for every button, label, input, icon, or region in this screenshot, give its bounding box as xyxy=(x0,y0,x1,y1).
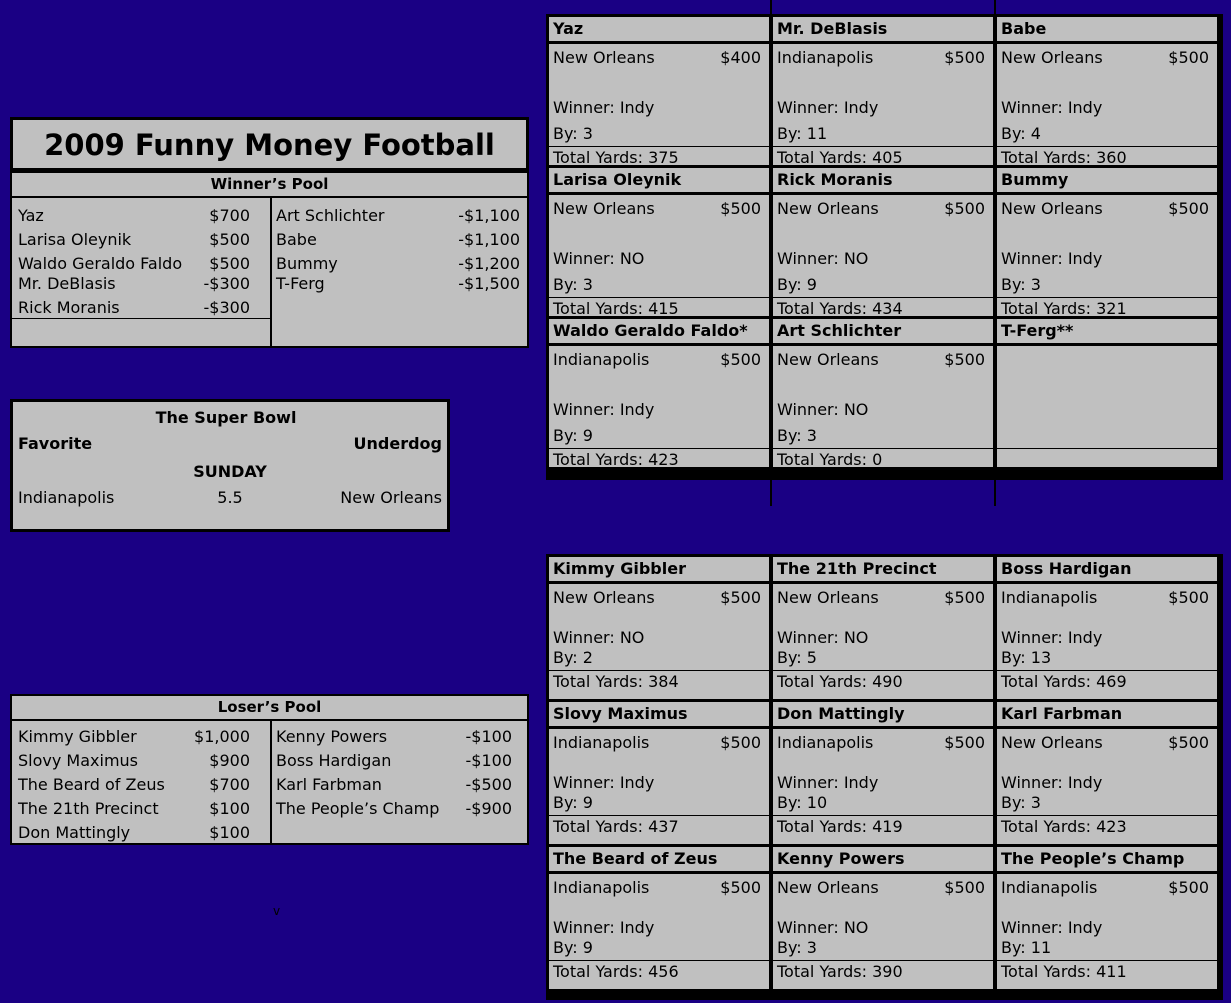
losers-pool-body xyxy=(10,721,529,845)
pick-amount: $500 xyxy=(944,878,985,897)
pick-margin: By: 4 xyxy=(1001,124,1041,143)
pick-team: Indianapolis xyxy=(777,48,874,67)
pick-margin: By: 9 xyxy=(553,793,593,812)
pick-winner: Winner: Indy xyxy=(777,773,879,792)
pick-margin: By: 3 xyxy=(777,938,817,957)
pool-row: Boss Hardigan xyxy=(276,751,392,770)
card-rule xyxy=(549,297,769,298)
pick-margin: By: 9 xyxy=(553,938,593,957)
favorite-team: Indianapolis xyxy=(18,488,115,507)
pick-winner: Winner: NO xyxy=(777,628,869,647)
card-rule xyxy=(997,146,1217,147)
pool-divider xyxy=(270,198,272,346)
pick-card-name: Mr. DeBlasis xyxy=(773,17,993,41)
grid-tick xyxy=(994,480,996,506)
game-day: SUNDAY xyxy=(193,462,267,481)
pick-total-yards: Total Yards: 423 xyxy=(1001,817,1127,836)
card-rule xyxy=(773,297,993,298)
pick-winner: Winner: Indy xyxy=(1001,98,1103,117)
pick-amount: $500 xyxy=(944,48,985,67)
pool-row: T-Ferg xyxy=(276,274,325,293)
pick-card xyxy=(549,346,769,467)
pick-team: Indianapolis xyxy=(1001,588,1098,607)
pick-margin: By: 9 xyxy=(553,426,593,445)
pick-team: New Orleans xyxy=(777,350,879,369)
pool-row: Slovy Maximus xyxy=(18,751,138,770)
card-rule xyxy=(997,960,1217,961)
pool-amount: $700 xyxy=(209,206,250,225)
pick-card xyxy=(997,874,1217,989)
pool-row: The People’s Champ xyxy=(276,799,440,818)
pool-amount: -$1,100 xyxy=(458,230,520,249)
page-title-box xyxy=(10,117,529,171)
pick-card-name: Karl Farbman xyxy=(997,702,1217,726)
pick-winner: Winner: Indy xyxy=(553,918,655,937)
pool-row: Art Schlichter xyxy=(276,206,385,225)
pick-team: New Orleans xyxy=(1001,199,1103,218)
card-rule xyxy=(773,146,993,147)
pool-row: Bummy xyxy=(276,254,338,273)
pick-total-yards: Total Yards: 490 xyxy=(777,672,903,691)
pick-team: Indianapolis xyxy=(1001,878,1098,897)
pick-card xyxy=(997,346,1217,467)
pick-team: Indianapolis xyxy=(553,733,650,752)
losers-picks-grid xyxy=(546,554,1223,1000)
pick-winner: Winner: NO xyxy=(553,249,645,268)
pool-amount: $900 xyxy=(209,751,250,770)
pool-amount: $500 xyxy=(209,230,250,249)
pick-team: Indianapolis xyxy=(553,350,650,369)
pick-card-name: Larisa Oleynik xyxy=(549,168,769,192)
pick-amount: $500 xyxy=(720,350,761,369)
pick-margin: By: 10 xyxy=(777,793,828,812)
card-rule xyxy=(997,670,1217,671)
pick-total-yards: Total Yards: 437 xyxy=(553,817,679,836)
pool-divider xyxy=(270,721,272,843)
pick-total-yards: Total Yards: 360 xyxy=(1001,148,1127,167)
pick-margin: By: 3 xyxy=(777,426,817,445)
pick-margin: By: 9 xyxy=(777,275,817,294)
pick-card-name: Boss Hardigan xyxy=(997,557,1217,581)
pick-margin: By: 3 xyxy=(553,275,593,294)
card-rule xyxy=(773,960,993,961)
pool-amount: -$300 xyxy=(203,274,250,293)
pick-winner: Winner: Indy xyxy=(1001,628,1103,647)
pool-row: Mr. DeBlasis xyxy=(18,274,116,293)
pick-card-name: The People’s Champ xyxy=(997,847,1217,871)
pick-total-yards: Total Yards: 419 xyxy=(777,817,903,836)
pool-amount: -$500 xyxy=(465,775,512,794)
pick-team: New Orleans xyxy=(553,588,655,607)
pool-row: Waldo Geraldo Faldo xyxy=(18,254,183,273)
card-rule xyxy=(549,670,769,671)
pick-amount: $500 xyxy=(1168,588,1209,607)
pick-margin: By: 5 xyxy=(777,648,817,667)
pick-winner: Winner: Indy xyxy=(553,773,655,792)
pick-card-name: Waldo Geraldo Faldo* xyxy=(549,319,769,343)
pick-total-yards: Total Yards: 415 xyxy=(553,299,679,318)
pick-winner: Winner: Indy xyxy=(553,400,655,419)
pick-card xyxy=(773,346,993,467)
point-spread: 5.5 xyxy=(217,488,243,507)
pool-row: The 21th Precinct xyxy=(18,799,159,818)
pick-total-yards: Total Yards: 456 xyxy=(553,962,679,981)
pick-card-name: Kimmy Gibbler xyxy=(549,557,769,581)
pick-card-name: T-Ferg** xyxy=(997,319,1217,343)
pick-amount: $500 xyxy=(1168,48,1209,67)
pool-row: Kimmy Gibbler xyxy=(18,727,137,746)
pick-card-name: The 21th Precinct xyxy=(773,557,993,581)
pool-amount: $500 xyxy=(209,254,250,273)
card-rule xyxy=(773,815,993,816)
pick-winner: Winner: NO xyxy=(777,400,869,419)
card-rule xyxy=(997,448,1217,449)
pick-team: New Orleans xyxy=(1001,48,1103,67)
pick-card xyxy=(549,44,769,165)
pick-team: New Orleans xyxy=(553,199,655,218)
pool-amount: -$900 xyxy=(465,799,512,818)
pick-team: New Orleans xyxy=(1001,733,1103,752)
pick-card xyxy=(773,584,993,699)
pick-card xyxy=(997,729,1217,844)
pool-amount: -$1,200 xyxy=(458,254,520,273)
pick-amount: $500 xyxy=(944,588,985,607)
pick-amount: $500 xyxy=(720,199,761,218)
pick-card xyxy=(997,44,1217,165)
pick-winner: Winner: Indy xyxy=(1001,773,1103,792)
pool-row: Karl Farbman xyxy=(276,775,382,794)
stray-mark: v xyxy=(273,904,281,918)
pool-row: Larisa Oleynik xyxy=(18,230,132,249)
pick-margin: By: 3 xyxy=(1001,793,1041,812)
pick-amount: $500 xyxy=(720,878,761,897)
pick-total-yards: Total Yards: 390 xyxy=(777,962,903,981)
card-rule xyxy=(549,960,769,961)
losers-pool-header: Loser’s Pool xyxy=(10,694,529,721)
pick-margin: By: 11 xyxy=(1001,938,1052,957)
pick-amount: $500 xyxy=(944,350,985,369)
pick-card xyxy=(773,195,993,316)
pick-total-yards: Total Yards: 321 xyxy=(1001,299,1127,318)
favorite-label: Favorite xyxy=(18,434,93,453)
pick-amount: $500 xyxy=(944,733,985,752)
pick-total-yards: Total Yards: 411 xyxy=(1001,962,1127,981)
super-bowl-header: The Super Bowl xyxy=(155,408,297,427)
pick-winner: Winner: Indy xyxy=(1001,918,1103,937)
pick-winner: Winner: Indy xyxy=(1001,249,1103,268)
underdog-label: Underdog xyxy=(353,434,442,453)
pick-team: New Orleans xyxy=(777,199,879,218)
pick-team: New Orleans xyxy=(553,48,655,67)
pick-margin: By: 13 xyxy=(1001,648,1052,667)
pick-card-name: Art Schlichter xyxy=(773,319,993,343)
pool-amount: $100 xyxy=(209,823,250,842)
pick-total-yards: Total Yards: 0 xyxy=(777,450,883,469)
winners-picks-grid xyxy=(546,14,1223,480)
pool-rule xyxy=(12,318,270,319)
pick-card-name: Yaz xyxy=(549,17,769,41)
page-title: 2009 Funny Money Football xyxy=(44,128,495,162)
pool-amount: $1,000 xyxy=(194,727,250,746)
pick-team: New Orleans xyxy=(777,878,879,897)
pick-card-name: Rick Moranis xyxy=(773,168,993,192)
pick-winner: Winner: NO xyxy=(553,628,645,647)
pick-amount: $500 xyxy=(720,588,761,607)
pick-card xyxy=(549,874,769,989)
grid-tick xyxy=(770,480,772,506)
underdog-team: New Orleans xyxy=(340,488,442,507)
pick-team: Indianapolis xyxy=(777,733,874,752)
pool-amount: -$1,100 xyxy=(458,206,520,225)
pick-card-name: The Beard of Zeus xyxy=(549,847,769,871)
pick-card xyxy=(997,584,1217,699)
super-bowl-box xyxy=(10,399,450,532)
pick-card xyxy=(549,584,769,699)
pool-row: Babe xyxy=(276,230,317,249)
pick-winner: Winner: NO xyxy=(777,918,869,937)
pick-team: Indianapolis xyxy=(553,878,650,897)
pick-card xyxy=(773,44,993,165)
pick-card-name: Don Mattingly xyxy=(773,702,993,726)
winners-pool xyxy=(10,171,529,348)
pick-card-name: Slovy Maximus xyxy=(549,702,769,726)
pool-rule xyxy=(12,843,270,844)
pool-row: Rick Moranis xyxy=(18,298,120,317)
pick-winner: Winner: NO xyxy=(777,249,869,268)
pick-amount: $500 xyxy=(1168,199,1209,218)
card-rule xyxy=(773,448,993,449)
pick-margin: By: 2 xyxy=(553,648,593,667)
pool-row: The Beard of Zeus xyxy=(18,775,165,794)
card-rule xyxy=(997,297,1217,298)
pick-amount: $500 xyxy=(944,199,985,218)
pick-winner: Winner: Indy xyxy=(553,98,655,117)
pick-card xyxy=(997,195,1217,316)
card-rule xyxy=(549,448,769,449)
card-rule xyxy=(549,146,769,147)
card-rule xyxy=(997,815,1217,816)
pick-card xyxy=(549,195,769,316)
pick-card xyxy=(549,729,769,844)
pool-amount: -$100 xyxy=(465,751,512,770)
pick-card xyxy=(773,874,993,989)
winners-pool-header: Winner’s Pool xyxy=(10,171,529,198)
losers-pool xyxy=(10,694,529,845)
pool-amount: $100 xyxy=(209,799,250,818)
pick-total-yards: Total Yards: 469 xyxy=(1001,672,1127,691)
pool-amount: -$300 xyxy=(203,298,250,317)
pick-amount: $500 xyxy=(1168,878,1209,897)
pick-amount: $500 xyxy=(1168,733,1209,752)
pick-total-yards: Total Yards: 384 xyxy=(553,672,679,691)
pick-margin: By: 3 xyxy=(1001,275,1041,294)
grid-tick xyxy=(994,0,996,14)
pick-card-name: Kenny Powers xyxy=(773,847,993,871)
card-rule xyxy=(773,670,993,671)
pick-total-yards: Total Yards: 434 xyxy=(777,299,903,318)
pick-winner: Winner: Indy xyxy=(777,98,879,117)
pick-margin: By: 11 xyxy=(777,124,828,143)
pool-amount: -$100 xyxy=(465,727,512,746)
pick-amount: $400 xyxy=(720,48,761,67)
pool-amount: -$1,500 xyxy=(458,274,520,293)
pick-total-yards: Total Yards: 423 xyxy=(553,450,679,469)
winners-pool-body: Yaz $700 Larisa Oleynik $500 Waldo Geraldo Faldo $500 Mr. DeBlasis -$300 Rick Moranis -$300 Art Schlichter -$1,100 Babe -$1,100 Bummy -$1,200 T-Ferg -$1,500 xyxy=(10,198,529,348)
pool-amount: $700 xyxy=(209,775,250,794)
pick-margin: By: 3 xyxy=(553,124,593,143)
grid-tick xyxy=(770,0,772,14)
pick-total-yards: Total Yards: 405 xyxy=(777,148,903,167)
pick-team: New Orleans xyxy=(777,588,879,607)
pick-total-yards: Total Yards: 375 xyxy=(553,148,679,167)
pick-amount: $500 xyxy=(720,733,761,752)
card-rule xyxy=(549,815,769,816)
pick-card-name: Bummy xyxy=(997,168,1217,192)
pick-card-name: Babe xyxy=(997,17,1217,41)
pool-row: Kenny Powers xyxy=(276,727,388,746)
pool-row: Don Mattingly xyxy=(18,823,131,842)
pick-card xyxy=(773,729,993,844)
